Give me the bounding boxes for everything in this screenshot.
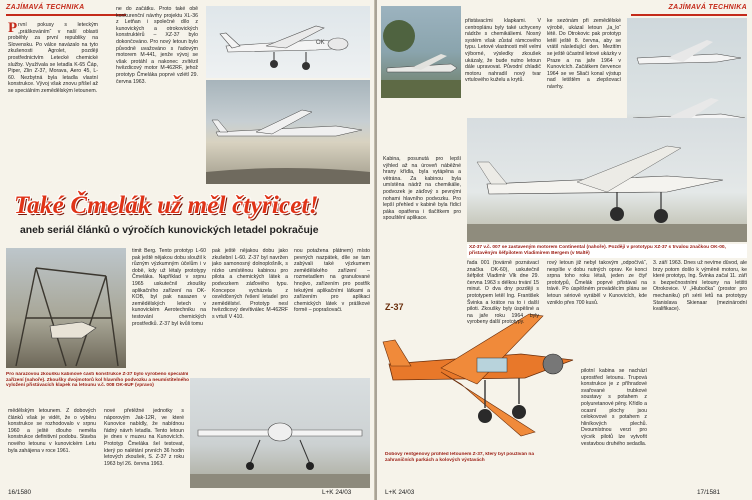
column-text: rvní pokusy s leteckým „práškováním“ v naší oblasti proběhly za první republiky na Slovensku. Po válce navázalo na tyto zkušenosti Agrolet, později prostřednictvím Letecké chemické služby. Využívala se letadla K-65 Čáp, Piper, Zlin Z-37, Morava, Aero 45, L-60. Nezbytná byla letadla vlastní konstrukce. Vývoj však znovu přišel až se speciálním zemědělským letounem. <box>8 22 98 94</box>
text-column-2 <box>116 6 198 168</box>
magazine-issue-left: L+K 24/03 <box>322 489 352 496</box>
column-text: timit Berg. Tento prototyp L-60 pak ještě nějakou dobu sloužil k různým výzkumným účelům i v době, kdy už létaly prototypy Čmeláka. Například v srpnu 1965 uskutečnil zkoušky aplikačního zařízení na OK-KOB, byl pak nasazen v zemědělských letech v kunovickém Aerotechniku na testování chemických prostředků. Z-37 byl kvůli tomu <box>132 248 206 327</box>
caption-text: Pro nárazovou zkoušku kabinové části konstrukce Z-37 bylo vyrobeno speciální zařízení (nahoře). Zkoušky dvojmotorů kol hlavního podvozku a neumístitelného vyložení přistávacích klapek na letounu v.č. 008 OK-6UF (vpravo) <box>6 372 190 389</box>
text-column-1 <box>8 22 98 168</box>
text-column-r5 <box>547 260 647 362</box>
text-column-bottom-2 <box>104 408 184 486</box>
section-label-text: ZAJÍMAVÁ TECHNIKA <box>668 4 747 11</box>
text-column-lower-2 <box>212 248 288 372</box>
plane-photo-main <box>467 118 747 242</box>
text-column-lower-1 <box>132 248 206 372</box>
column-text: rový letoun již nebyl takovým „odpočívá“, nespíše v dobu nutných oprav. Ke konci srpna toho roku létali, jeden ze čtyř prototypů, Čmelák poprvé přistával na trávě. Po úspěšném prováděcím plánu se letoun sériově vyráběl v Kunovicích, kde vzniklo přes 700 kusů. <box>547 260 647 306</box>
caption-test-rig <box>6 372 206 404</box>
text-column-r1 <box>465 18 541 116</box>
airplane-photo-icon <box>206 6 370 78</box>
column-text: řada 001 (továrně poznávací značka OK-60), uskutečnil šéfpilot Vladimír Vlk dne 29. června 1963 s délkou trvání 15 minut. O dva dny později s prototypem letěl Ing. František Švinka a krátce na to i další piloti. Zkoušky byly úspěšné a na jaře roku 1964 byly vyrobeny další prototypy. <box>467 260 539 326</box>
test-rig-photo <box>6 248 126 368</box>
page-number-right: 17/1581 <box>697 489 721 496</box>
column-text: ne do začátku. Proto také obě konkurenční návrhy projektu XL-36 z Letňan i společné dílo z kunovických a otrokovických konstruktérů – XZ-37 bylo dokončováno. Pro nový letoun bylo původně uvažováno s řadovým motorem M-441, jenže vývoj se však protáhl a nakonec zvítězil hvězdicový motor M-462RF, jehož prototyp Čmeláka poprvé vzlétl 29. června 1963. <box>116 6 198 85</box>
article-subheadline: aneb seriál článků o výročích kunovických letadel pokračuje <box>20 225 319 236</box>
column-text: nové přetěžné jednotky s náporovým Jak-12R, ve které Kunovice nabídly, že nabídnou řádný návrh letadla. Tento letoun je dnes v muzeu na Kunovicích. Prototyp Čmeláka šel testovat, který po nalétání prvních 36 hodin letových zkoušek, S. Z-37 z roku 1963 byl 26. června 1963. <box>104 408 184 467</box>
test-rig-icon <box>6 248 126 368</box>
caption-text: Dobový rentgenový průhled letounem Z-37, který byl používán na zahraničních parkách a kolových výstavách <box>385 452 534 463</box>
text-column-r6 <box>653 260 747 482</box>
text-column-bottom-1 <box>8 408 96 486</box>
section-label-right <box>631 4 747 16</box>
column-text: Kabina, posunutá pro lepší výhled až na úroveň náběžné hrany křídla, byla vytápěna a větrána. Za kabinou byla umístěna nádrž na chemikálie, podvozek je záďový s pevnými nohami hlavního podvozku. Pro lepší přehled v kabině byla řídicí páka opatřena i tlačítkem pro spouštění aplikace. <box>383 156 461 222</box>
column-text: ke sezónám při zemědělské výrobě, ukázal letoun „la_lo“ létě. Do Otrokovic pak prototyp letěl ještě 8. června, aby se vrátil následující den. Mezitím se ještě účastnil letové ukázky v Praze a na jaře 1964 v Kunovicích. Začátkem července 1964 se ve Sliači konal výstup nad letištěm a zlepšovací návrhy. <box>547 18 621 90</box>
plane-photo-front <box>190 378 370 488</box>
magazine-issue-right: L+K 24/03 <box>385 489 415 496</box>
article-headline: Také Čmelák už měl čtyřicet! <box>14 192 319 219</box>
drop-cap: P <box>8 22 18 36</box>
cutaway-label: Z-37 <box>385 302 404 312</box>
parked-airplane-icon <box>381 6 461 98</box>
column-text: přistávacími klapkami. V centroplánu byly také uchyceny nádrže s chemikáliemi. Nosný systém však zůstal rámcového typu. Letové vlastnosti měl velmi výborné, výsledky zkoušek ukázaly, že bude nutno letoun dále upravovat. Původní chladič motoru nahradil nový tvar vrtulového kuželu a krytů. <box>465 18 541 84</box>
section-rule <box>6 14 126 16</box>
text-column-r4 <box>467 260 539 362</box>
column-text: 3. září 1963. Dnes už nevíme důvod, ale brzy potom došlo k výměně motoru, ke které prototyp, Ing. Švinka začal 11. září s bezpečnostními letouny na letišti Otrokovice. V „Hlubočka“ (prostor pro mechaniku) při sérii letů na prototypy Stanislava Skienaar (mezinárodní kvalifikace). <box>653 260 747 313</box>
airplane-front-icon <box>190 378 370 488</box>
section-label-left <box>6 4 126 16</box>
column-text: mědělským letounem. Z dobových článků však je vidět, že o výběru konstrukce se rozhodovalo v srpnu 1960 a ještě dlouho neměla konstrukce definitivní podobu. Stavba nového letounu v kunovickém Letu byla zahájena v roce 1961. <box>8 408 96 454</box>
right-page <box>377 0 752 500</box>
caption-cutaway <box>385 452 545 480</box>
caption-main-photo <box>467 244 747 258</box>
svg-text:OK: OK <box>316 40 325 46</box>
plane-photo-ground <box>381 6 461 98</box>
column-text: pilotní kabina se nachází uprostřed letounu. Trupová konstrukce je z příhradové svařované trubkové soustavy s potahem z polyuretanové pěny. Křídlo a ocasní plochy jsou celokovové s potahem z hliníkových plechů. Dvoumístnou verzi pro výcvik pilotů lze vytvořit vestavbou druhého sedadla. <box>581 368 647 447</box>
column-text: pak ještě nějakou dobu jako zkušební L-60. Z-37 byl navržen jako samonosný dolnoplošník, s nízko umístěnou kabinou pro pilota a chemických látek a podvozkem záďového typu. Koncepce vycházela z osvědčených řešení letadel pro zemědělství. Prototyp nesl hvězdicový devítiválec M-462RF s vrtulí V 410. <box>212 248 288 320</box>
plane-photo-top <box>206 6 370 78</box>
plane-photo-air <box>206 80 370 184</box>
text-column-r7 <box>581 368 647 480</box>
parked-zlin-icon <box>467 118 747 242</box>
section-label-text: ZAJÍMAVÁ TECHNIKA <box>6 4 85 11</box>
page-number-left: 16/1580 <box>8 489 32 496</box>
aircraft-inflight-icon <box>206 80 370 184</box>
text-column-lower-3 <box>294 248 370 372</box>
left-page <box>0 0 375 500</box>
column-text: nou potažena plátnem) místo pevných nazpátek, díle se tam zabývali také výzkumem zemědělského zařízení – rozmetadlem na granulované hnojivo, zařízením pro postřik tekutými aplikačními látkami a zařízením pro aplikaci chemických látek v práškové formě – poprašovači. <box>294 248 370 314</box>
caption-text: XZ-37 v.č. 007 se zastaveným motorem Continental (nahoře). Pozdějí v prototypu XZ-37 s trvalou značkou OK-00, přistavěným šéfpilotem Vladimírem Bergem (v Maltě) <box>469 245 726 256</box>
section-rule <box>631 14 747 16</box>
